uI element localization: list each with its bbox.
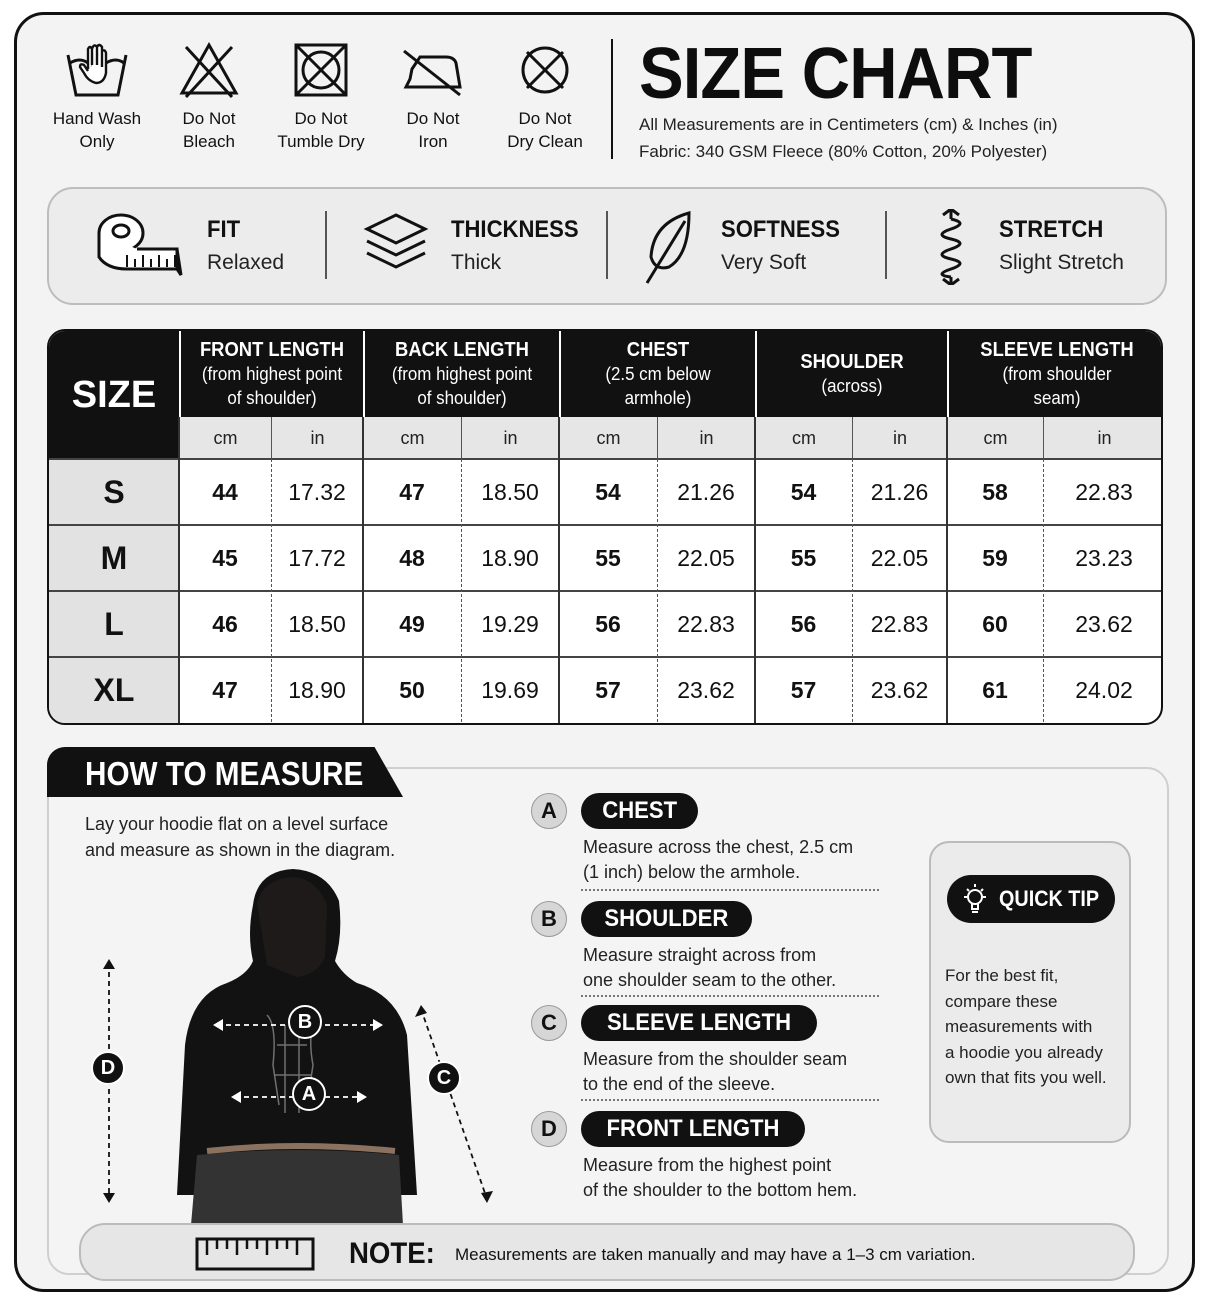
unit-divider <box>271 459 272 725</box>
table-cell: 22.05 <box>677 544 735 571</box>
row-divider <box>49 656 1161 658</box>
unit-label-cm: cm <box>363 417 461 459</box>
table-cell: 47 <box>399 478 425 505</box>
table-cell: 24.02 <box>1075 676 1133 703</box>
attribute-name: SOFTNESS <box>721 216 841 243</box>
how-to-measure-title: HOW TO MEASURE <box>85 755 364 792</box>
table-cell: 48 <box>399 544 425 571</box>
care-no-tumble-dry <box>265 39 377 153</box>
care-label: Hand Wash Only <box>52 109 142 151</box>
diagram-badge-a: A <box>292 1077 326 1111</box>
table-cell: 17.72 <box>288 544 346 571</box>
size-label: L <box>49 591 179 657</box>
table-cell: 46 <box>212 610 238 637</box>
table-cell: 18.50 <box>288 610 346 637</box>
column-divider <box>754 417 756 725</box>
size-header: SIZE <box>49 331 179 459</box>
table-cell: 19.69 <box>481 676 539 703</box>
unit-label-cm: cm <box>559 417 657 459</box>
attribute-name: THICKNESS <box>451 216 579 243</box>
table-cell: 60 <box>982 610 1008 637</box>
units-note: All Measurements are in Centimeters (cm) & Inches (in) <box>639 115 1058 134</box>
table-cell: 17.32 <box>288 478 346 505</box>
size-table <box>47 329 1163 725</box>
care-no-bleach <box>153 39 265 153</box>
step-description: Measure from the highest point of the shoulder to the bottom hem. <box>583 1155 858 1200</box>
table-cell: 23.62 <box>1075 610 1133 637</box>
layers-icon <box>363 209 429 281</box>
step-letter: D <box>531 1111 567 1147</box>
note-bar <box>79 1223 1135 1281</box>
table-cell: 22.83 <box>1075 478 1133 505</box>
hand-wash-icon <box>62 39 132 101</box>
column-title: BACK LENGTH <box>395 339 529 361</box>
table-cell: 23.62 <box>677 676 735 703</box>
fabric-note: Fabric: 340 GSM Fleece (80% Cotton, 20% Polyester) <box>639 142 1048 161</box>
step-divider <box>581 1099 879 1101</box>
do-not-bleach-icon <box>174 39 244 101</box>
column-header <box>755 331 947 417</box>
care-label: Do Not Bleach <box>182 109 236 151</box>
size-label: M <box>49 525 179 591</box>
diagram-badge-d: D <box>91 1051 125 1085</box>
quick-tip-title: QUICK TIP <box>999 886 1100 911</box>
column-title: SHOULDER <box>800 351 904 373</box>
quick-tip-card <box>929 841 1131 1143</box>
attribute-value: Relaxed <box>207 251 285 274</box>
table-cell: 56 <box>790 610 817 637</box>
unit-label-in: in <box>852 417 947 459</box>
care-instructions <box>41 39 601 153</box>
column-subtitle: (2.5 cm below <box>605 364 711 384</box>
step-divider <box>581 995 879 997</box>
unit-label-in: in <box>271 417 363 459</box>
column-subtitle: (from highest point <box>201 364 343 384</box>
unit-label-in: in <box>1043 417 1163 459</box>
row-divider <box>49 458 1161 460</box>
column-divider <box>178 417 180 725</box>
header-divider <box>611 39 613 159</box>
table-cell: 18.90 <box>481 544 539 571</box>
table-cell: 18.90 <box>288 676 346 703</box>
table-cell: 45 <box>212 544 238 571</box>
unit-label-in: in <box>461 417 559 459</box>
column-title: SLEEVE LENGTH <box>980 339 1134 361</box>
column-subtitle: (across) <box>821 376 883 396</box>
unit-label-cm: cm <box>179 417 271 459</box>
row-divider <box>49 524 1161 526</box>
care-no-dry-clean <box>489 39 601 153</box>
step-description: Measure across the chest, 2.5 cm (1 inch) below the armhole. <box>583 837 854 882</box>
column-subtitle: armhole) <box>624 388 692 408</box>
table-cell: 61 <box>982 676 1008 703</box>
column-divider <box>946 417 948 725</box>
table-cell: 47 <box>212 676 238 703</box>
column-subtitle: (from shoulder <box>1002 364 1112 384</box>
quick-tip-text: For the best fit, compare these measurements with a hoodie you already own that fits you well. <box>945 966 1107 1087</box>
column-divider <box>362 417 364 725</box>
table-cell: 19.29 <box>481 610 539 637</box>
measuring-tape-icon <box>97 209 183 281</box>
do-not-iron-icon <box>398 39 468 101</box>
lightbulb-icon <box>961 883 989 915</box>
step-description: Measure from the shoulder seam to the end of the sleeve. <box>583 1049 848 1094</box>
table-cell: 55 <box>790 544 817 571</box>
table-cell: 57 <box>595 676 621 703</box>
table-cell: 56 <box>595 610 621 637</box>
column-subtitle: of shoulder) <box>227 388 317 408</box>
unit-label-in: in <box>657 417 755 459</box>
column-title: FRONT LENGTH <box>199 339 345 361</box>
table-cell: 22.83 <box>677 610 735 637</box>
unit-divider <box>461 459 462 725</box>
column-header <box>363 331 559 417</box>
attribute-name: STRETCH <box>999 216 1104 243</box>
column-header <box>559 331 755 417</box>
spring-icon <box>929 209 973 285</box>
care-no-iron <box>377 39 489 153</box>
table-cell: 50 <box>399 676 425 703</box>
table-cell: 59 <box>982 544 1008 571</box>
table-cell: 57 <box>790 676 817 703</box>
note-label: NOTE: <box>349 1237 435 1270</box>
unit-label-cm: cm <box>947 417 1043 459</box>
column-subtitle: seam) <box>1033 388 1081 408</box>
table-cell: 21.26 <box>870 478 929 505</box>
attribute-value: Thick <box>451 251 502 274</box>
care-hand-wash <box>41 39 153 153</box>
diagram-badge-b: B <box>288 1005 322 1039</box>
page-title: SIZE CHART <box>639 34 1032 114</box>
table-cell: 22.83 <box>870 610 929 637</box>
unit-divider <box>657 459 658 725</box>
column-title: CHEST <box>626 339 690 361</box>
diagram-badge-c: C <box>427 1061 461 1095</box>
step-divider <box>581 889 879 891</box>
size-label: S <box>49 459 179 525</box>
ruler-icon <box>195 1237 315 1271</box>
feather-icon <box>643 209 699 285</box>
step-description: Measure straight across from one shoulder seam to the other. <box>583 945 837 990</box>
table-cell: 44 <box>212 478 238 505</box>
column-header <box>179 331 363 417</box>
table-cell: 23.23 <box>1075 544 1133 571</box>
step-title: SHOULDER <box>581 901 752 937</box>
quick-tip-header <box>947 875 1115 923</box>
unit-divider <box>852 459 853 725</box>
column-subtitle: of shoulder) <box>417 388 507 408</box>
note-text: Measurements are taken manually and may have a 1–3 cm variation. <box>455 1245 976 1264</box>
unit-label-cm: cm <box>755 417 852 459</box>
attribute-divider <box>606 211 608 279</box>
size-chart-card <box>14 12 1195 1292</box>
table-cell: 18.50 <box>481 478 539 505</box>
step-letter: C <box>531 1005 567 1041</box>
table-cell: 21.26 <box>677 478 735 505</box>
attribute-value: Slight Stretch <box>999 251 1124 274</box>
do-not-dry-clean-icon <box>510 39 580 101</box>
table-cell: 23.62 <box>870 676 929 703</box>
attribute-name: FIT <box>207 216 241 243</box>
table-cell: 49 <box>399 610 425 637</box>
table-cell: 22.05 <box>870 544 929 571</box>
step-letter: A <box>531 793 567 829</box>
step-title: SLEEVE LENGTH <box>581 1005 817 1041</box>
do-not-tumble-dry-icon <box>286 39 356 101</box>
care-label: Do Not Iron <box>406 109 460 151</box>
table-cell: 54 <box>790 478 817 505</box>
attribute-value: Very Soft <box>721 251 807 274</box>
table-cell: 55 <box>595 544 621 571</box>
attribute-divider <box>885 211 887 279</box>
care-label: Do Not Dry Clean <box>507 109 583 151</box>
step-title: CHEST <box>581 793 698 829</box>
unit-divider <box>1043 459 1044 725</box>
care-label: Do Not Tumble Dry <box>277 109 365 151</box>
step-letter: B <box>531 901 567 937</box>
attribute-divider <box>325 211 327 279</box>
size-label: XL <box>49 657 179 723</box>
attributes-bar <box>47 187 1167 305</box>
table-cell: 58 <box>982 478 1008 505</box>
column-header <box>947 331 1163 417</box>
column-subtitle: (from highest point <box>391 364 533 384</box>
how-to-measure-intro: Lay your hoodie flat on a level surface and measure as shown in the diagram. <box>85 814 396 860</box>
column-divider <box>558 417 560 725</box>
row-divider <box>49 590 1161 592</box>
table-cell: 54 <box>595 478 621 505</box>
step-title: FRONT LENGTH <box>581 1111 805 1147</box>
